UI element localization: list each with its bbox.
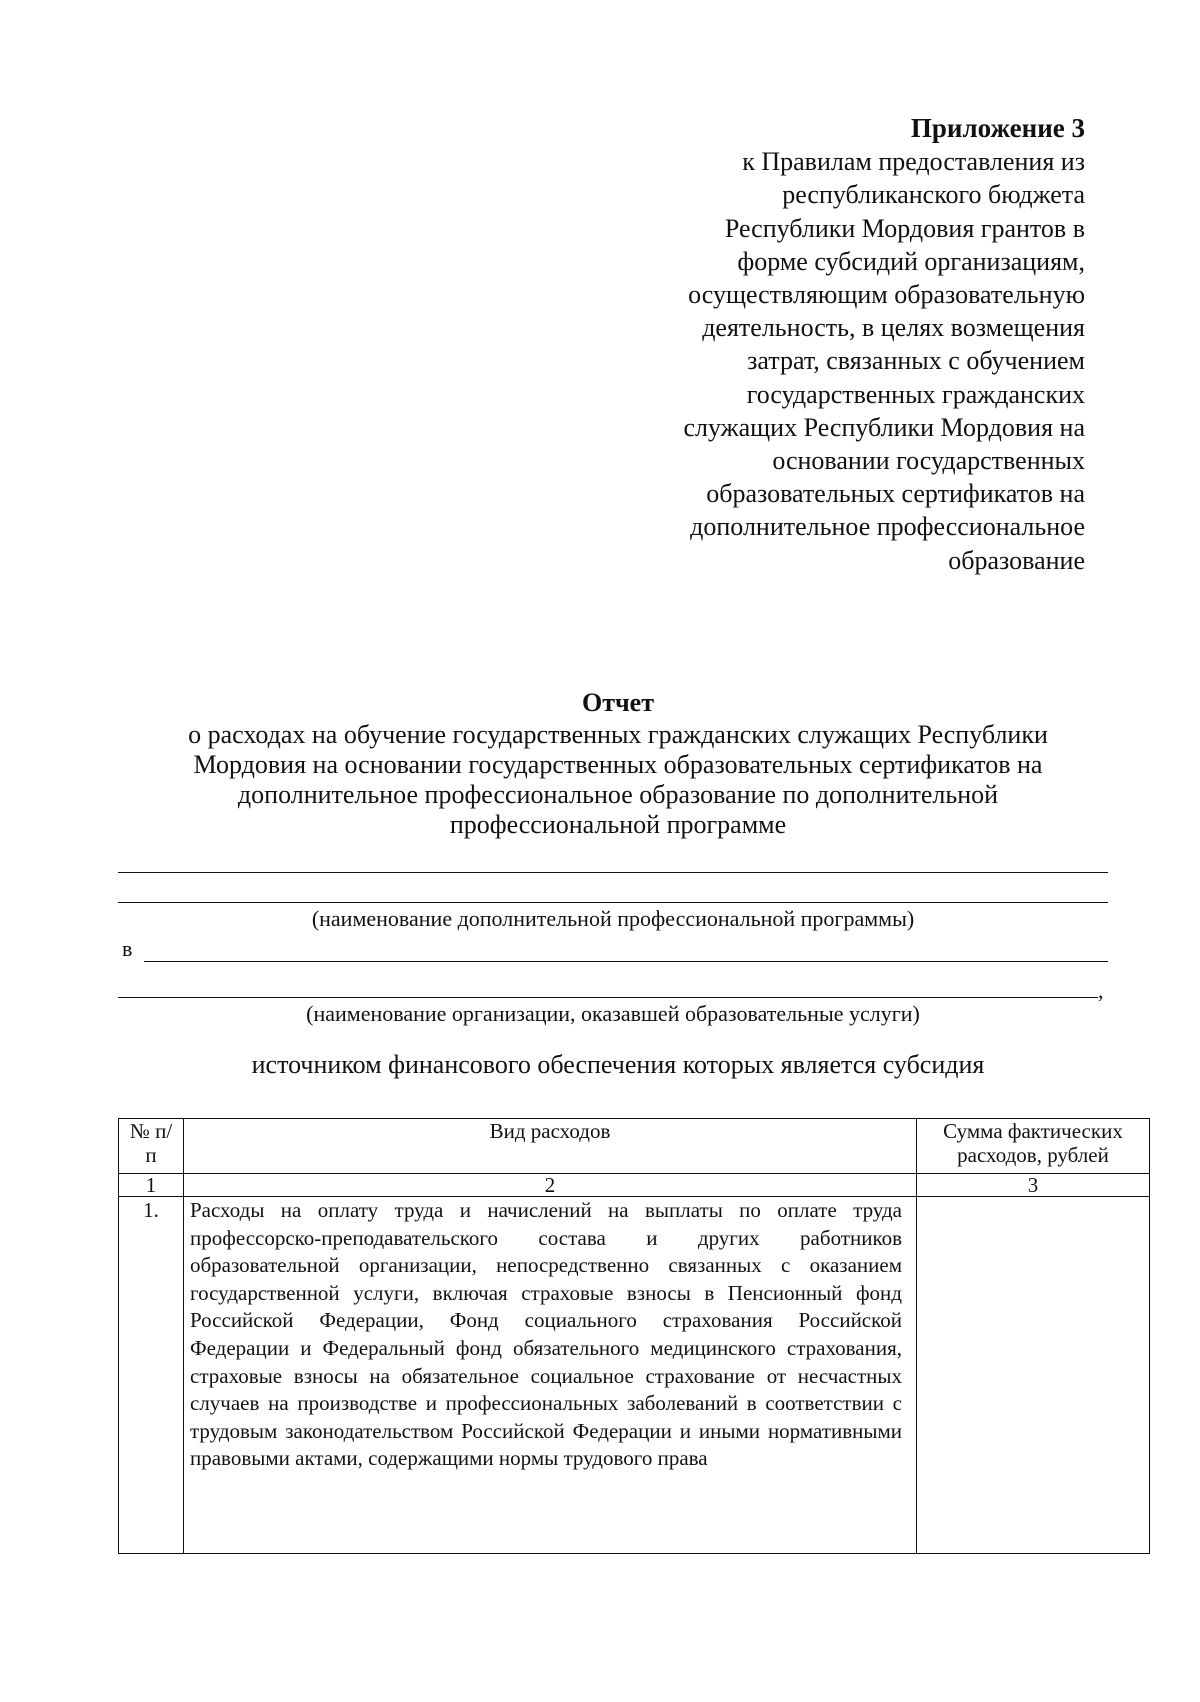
expenses-table	[118, 1118, 1150, 1554]
header-actual-sum: Сумма фактических расходов, рублей	[917, 1119, 1150, 1174]
appendix-line: служащих Республики Мордовия на	[683, 412, 1085, 442]
report-title: Отчет	[582, 688, 654, 717]
appendix-line: республиканского бюджета	[782, 180, 1085, 210]
appendix-block	[565, 112, 1085, 577]
header-expense-type: Вид расходов	[184, 1119, 917, 1174]
table-header-row	[119, 1119, 1150, 1174]
appendix-line: осуществляющим образовательную	[688, 280, 1085, 310]
organization-caption: (наименование организации, оказавшей образовательные услуги)	[306, 1001, 920, 1026]
funding-source-text: источником финансового обеспечения которых является субсидия	[251, 1050, 985, 1079]
report-subtitle-line: профессиональной программе	[449, 810, 787, 839]
report-subtitle	[118, 720, 1118, 840]
organization-comma: ,	[1098, 978, 1104, 1003]
row-expense-description: Расходы на оплату труда и начислений на выплаты по оплате труда профессорско-преподавательского состава и других работников образовательной организации, непосредственно связанных с оказанием государственной услуги, включая страховые взносы в Пенсионный фонд Российской Федерации, Фонд социального страхования Российской Федерации и Федеральный фонд обязательного медицинского страхования, страховые взносы на обязательное социальное страхование от несчастных случаев на производстве и профессиональных заболеваний в соответствии с трудовым законодательством Российской Федерации и иными нормативными правовыми актами, содержащими нормы трудового права	[184, 1197, 917, 1554]
report-subtitle-line: дополнительное профессиональное образование по дополнительной	[237, 780, 999, 809]
row-number: 1.	[119, 1197, 184, 1554]
program-name-line-2[interactable]	[118, 902, 1108, 903]
table-row	[119, 1197, 1150, 1554]
appendix-title: Приложение 3	[910, 113, 1085, 143]
report-subtitle-line: Мордовия на основании государственных образовательных сертификатов на	[193, 750, 1043, 779]
appendix-line: образование	[948, 545, 1085, 575]
column-numbers-row	[119, 1174, 1150, 1197]
appendix-line: образовательных сертификатов на	[706, 479, 1085, 509]
appendix-line: дополнительное профессиональное	[690, 512, 1085, 542]
appendix-line: основании государственных	[772, 446, 1085, 476]
column-number: 3	[917, 1174, 1150, 1197]
column-number: 1	[119, 1174, 184, 1197]
appendix-line: к Правилам предоставления из	[742, 147, 1085, 177]
organization-name-line-2[interactable]	[118, 997, 1098, 998]
organization-name-line-1[interactable]	[144, 961, 1108, 962]
header-number: № п/п	[119, 1119, 184, 1174]
column-number: 2	[184, 1174, 917, 1197]
appendix-line: Республики Мордовия грантов в	[724, 213, 1085, 243]
appendix-line: затрат, связанных с обучением	[747, 346, 1085, 376]
row-actual-sum-cell[interactable]	[917, 1197, 1150, 1554]
appendix-line: государственных гражданских	[746, 379, 1085, 409]
appendix-line: форме субсидий организациям,	[737, 246, 1085, 276]
program-name-line-1[interactable]	[118, 872, 1108, 873]
program-name-caption: (наименование дополнительной профессиональной программы)	[311, 906, 915, 931]
appendix-line: деятельность, в целях возмещения	[702, 313, 1085, 343]
organization-prefix: в	[122, 936, 133, 961]
report-subtitle-line: о расходах на обучение государственных гражданских служащих Республики	[188, 720, 1048, 749]
